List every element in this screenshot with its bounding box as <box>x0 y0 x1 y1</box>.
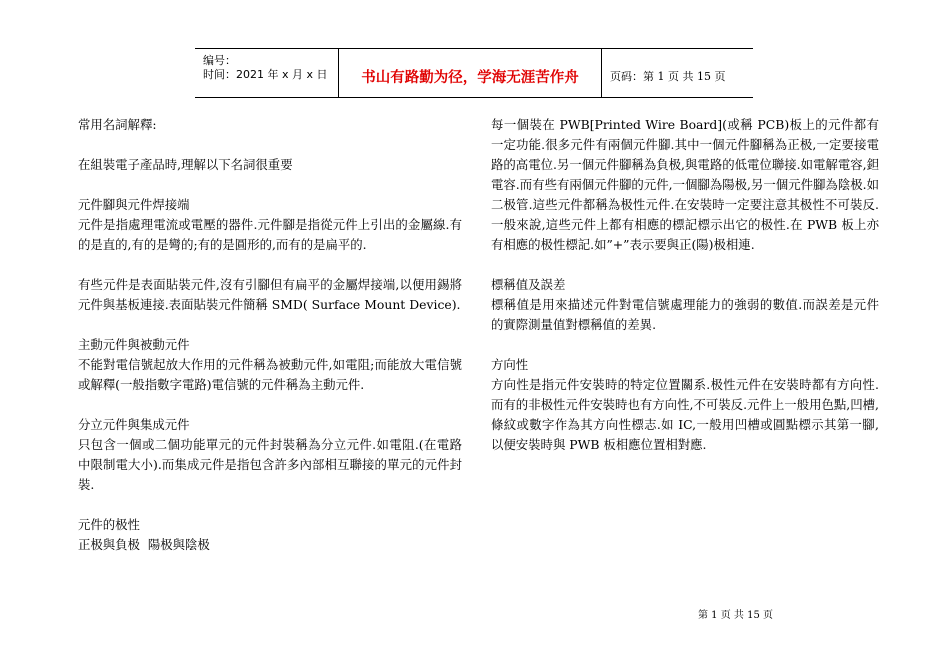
section-text-pwb: 每一個裝在 PWB[Printed Wire Board](或稱 PCB)板上的元件都有一定功能.很多元件有兩個元件腳.其中一個元件腳稱為正极,一定要接電路的高電位.另一個元件腳稱為負极,與電路的低電位聯接.如電解電容,鉭電容.而有些有兩個元件腳的元件,一個腳為陽极,另一個元件腳為陰极.如二极管.這些元件都稱為极性元件.在安裝時一定要注意其极性不可裝反.一般來說,這些元件上都有相應的標記標示出它的极性.在 PWB 板上亦有相應的极性標記.如”+”表示要與正(陽)极相連. <box>491 117 879 252</box>
section-text-discrete: 只包含一個或二個功能單元的元件封裝稱為分立元件.如電阻.(在電路中限制電大小).而集成元件是指包含許多內部相互聯接的單元的元件封裝. <box>78 437 462 492</box>
header-page-cell <box>601 49 753 97</box>
intro-text: 在組裝電子產品時,理解以下名詞很重要 <box>78 157 293 172</box>
section-heading-polarity: 元件的极性 <box>78 517 140 532</box>
section-heading-orientation: 方向性 <box>491 357 529 372</box>
section-heading-pins: 元件腳與元件焊接端 <box>78 197 190 212</box>
section-text-pins: 元件是指處理電流或電壓的器件.元件腳是指從元件上引出的金屬線.有的是直的,有的是彎的;有的是圓形的,而有的是扁平的. <box>78 217 462 252</box>
section-text-orientation: 方向性是指元件安裝時的特定位置關系.极性元件在安裝時都有方向性.而有的非极性元件安裝時也有方向性,不可裝反.元件上一般用色點,凹槽,條紋或數字作為其方向性標志.如 IC,一般用凹槽或圓點標示其第一腳,以便安裝時與 PWB 板相應位置相對應. <box>491 377 879 452</box>
section-text-active-passive: 不能對電信號起放大作用的元件稱為被動元件,如電阻;而能放大電信號或解釋(一般指數字電路)電信號的元件稱為主動元件. <box>78 357 462 392</box>
header-meta <box>195 49 338 97</box>
section-text-nominal: 標稱值是用來描述元件對電信號處理能力的強弱的數值.而誤差是元件的實際測量值對標稱值的差異. <box>491 297 879 332</box>
section-text-polarity: 正极與負极 陽极與陰极 <box>78 537 210 552</box>
header-page-info: 页码：第 1 页 共 15 页 <box>610 70 726 83</box>
page-header <box>195 48 753 98</box>
section-heading-active-passive: 主動元件與被動元件 <box>78 337 190 352</box>
document-time-label: 时间：2021 年 x 月 x 日 <box>203 68 328 81</box>
intro-heading: 常用名詞解釋: <box>78 117 157 132</box>
section-heading-nominal: 標稱值及誤差 <box>491 277 566 292</box>
document-number-label: 编号： <box>203 54 236 67</box>
section-heading-discrete: 分立元件與集成元件 <box>78 417 190 432</box>
footer-page-number: 第 1 页 共 15 页 <box>698 610 773 621</box>
section-text-smd: 有些元件是表面貼裝元件,沒有引腳但有扁平的金屬焊接端,以便用錫將元件與基板連接.表面貼裝元件簡稱 SMD( Surface Mount Device). <box>78 277 462 312</box>
motto-text: 书山有路勤为径，学海无涯苦作舟 <box>361 70 579 86</box>
left-column <box>78 115 462 555</box>
header-motto-cell <box>338 49 602 97</box>
right-column <box>491 115 879 455</box>
